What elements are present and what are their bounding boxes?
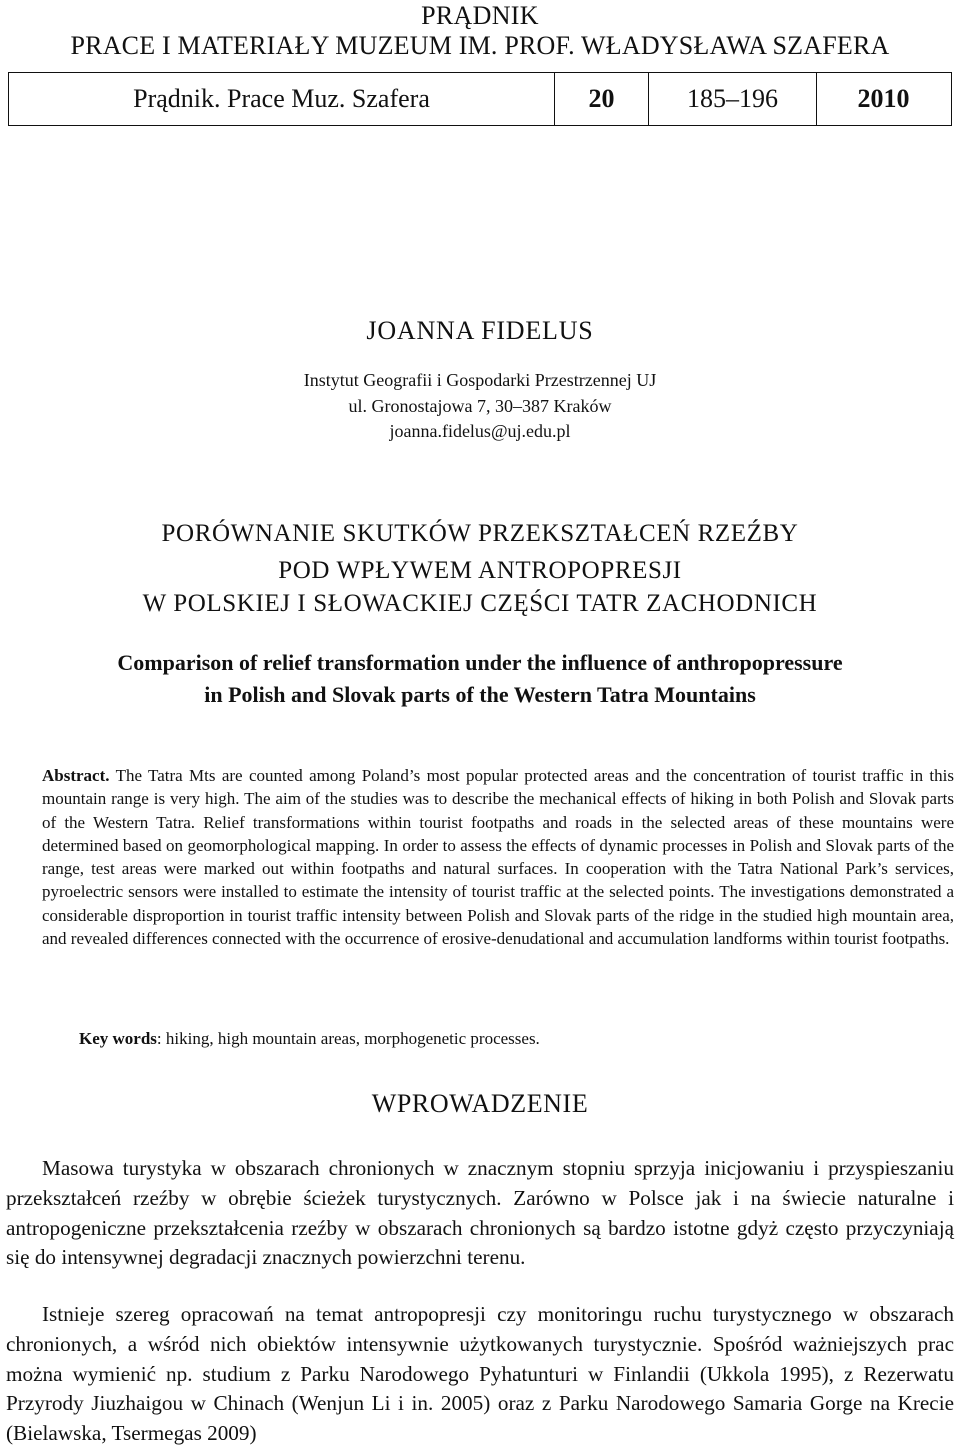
author-affiliation: Instytut Geografii i Gospodarki Przestrzennej UJ [303,370,657,390]
english-title-line-2: in Polish and Slovak parts of the Western Tatra Mountains [204,682,756,707]
author-address: ul. Gronostajowa 7, 30–387 Kraków [348,396,612,416]
journal-pages: 185–196 [649,73,817,125]
abstract-label: Abstract. [42,766,110,785]
polish-title-line-1: PORÓWNANIE SKUTKÓW PRZEKSZTAŁCEŃ RZEŹBY [161,520,799,547]
section-heading: WPROWADZENIE [371,1089,589,1118]
polish-title-line-2: POD WPŁYWEM ANTROPOPRESJI [278,557,682,584]
body-paragraph: Istnieje szereg opracowań na temat antropopresji czy monitoringu ruchu turystycznego w obszarach chronionych, a wśród nich obiektów intensywnie użytkowanych turystycznie. Spośród ważniejszych prac można wymienić np. studium z Parku Narodowego Pyhatunturi w Finlandii (Ukkola 1995), z Rezerwatu Przyrody Jiuzhaigou w Chinach (Wenjun Li i in. 2005) oraz z Parku Narodowego Samaria Gorge na Krecie (Bielawska, Tsermegas 2009) [6,1302,954,1446]
author-name: JOANNA FIDELUS [366,316,594,345]
journal-subtitle: PRACE I MATERIAŁY MUZEUM IM. PROF. WŁADYSŁAWA SZAFERA [70,31,890,60]
journal-year: 2010 [857,84,910,113]
english-title-line-1: Comparison of relief transformation under the influence of anthropopressure [117,650,843,675]
journal-abbreviation: Prądnik. Prace Muz. Szafera [9,73,555,125]
keywords-text: : hiking, high mountain areas, morphogenetic processes. [156,1029,540,1048]
journal-volume: 20 [555,73,649,125]
body-paragraph: Masowa turystyka w obszarach chronionych w znacznym stopniu sprzyja inicjowaniu i przyspieszaniu przekształceń rzeźby w obrębie ścieżek turystycznych. Zarówno w Polsce jak i na świecie naturalne i antropogeniczne przekształcenia rzeźby w obszarach chronionych są bardzo istotne gdyż często przyczyniają się do intensywnej degradacji znacznych powierzchni terenu. [6,1156,954,1270]
keywords-label: Key words [79,1029,157,1048]
polish-title-line-3: W POLSKIEJ I SŁOWACKIEJ CZĘŚCI TATR ZACHODNICH [142,590,818,617]
journal-info-table [8,72,952,126]
abstract-text: The Tatra Mts are counted among Poland’s most popular protected areas and the concentration of tourist traffic in this mountain range is very high. The aim of the studies was to describe the mechanical effects of hiking in both Polish and Slovak parts of the Western Tatra. Relief transformations within tourist footpaths and roads in the selected areas of these mountains were determined based on geomorphological mapping. In order to assess the effects of dynamic processes in Polish and Slovak parts of the range, test areas were marked out within footpaths and natural surfaces. In cooperation with the Tatra National Park’s services, pyroelectric sensors were installed to estimate the intensity of tourist traffic at the selected points. The investigations demonstrated a considerable disproportion in tourist traffic intensity between Polish and Slovak parts of the ridge in the studied high mountain area, and revealed differences connected with the occurrence of erosive-denudational and accumulation landforms within tourist footpaths. [42,766,954,949]
abstract [42,764,954,950]
author-email: joanna.fidelus@uj.edu.pl [389,421,571,441]
keywords [79,1027,954,1050]
journal-name: PRĄDNIK [421,1,539,30]
